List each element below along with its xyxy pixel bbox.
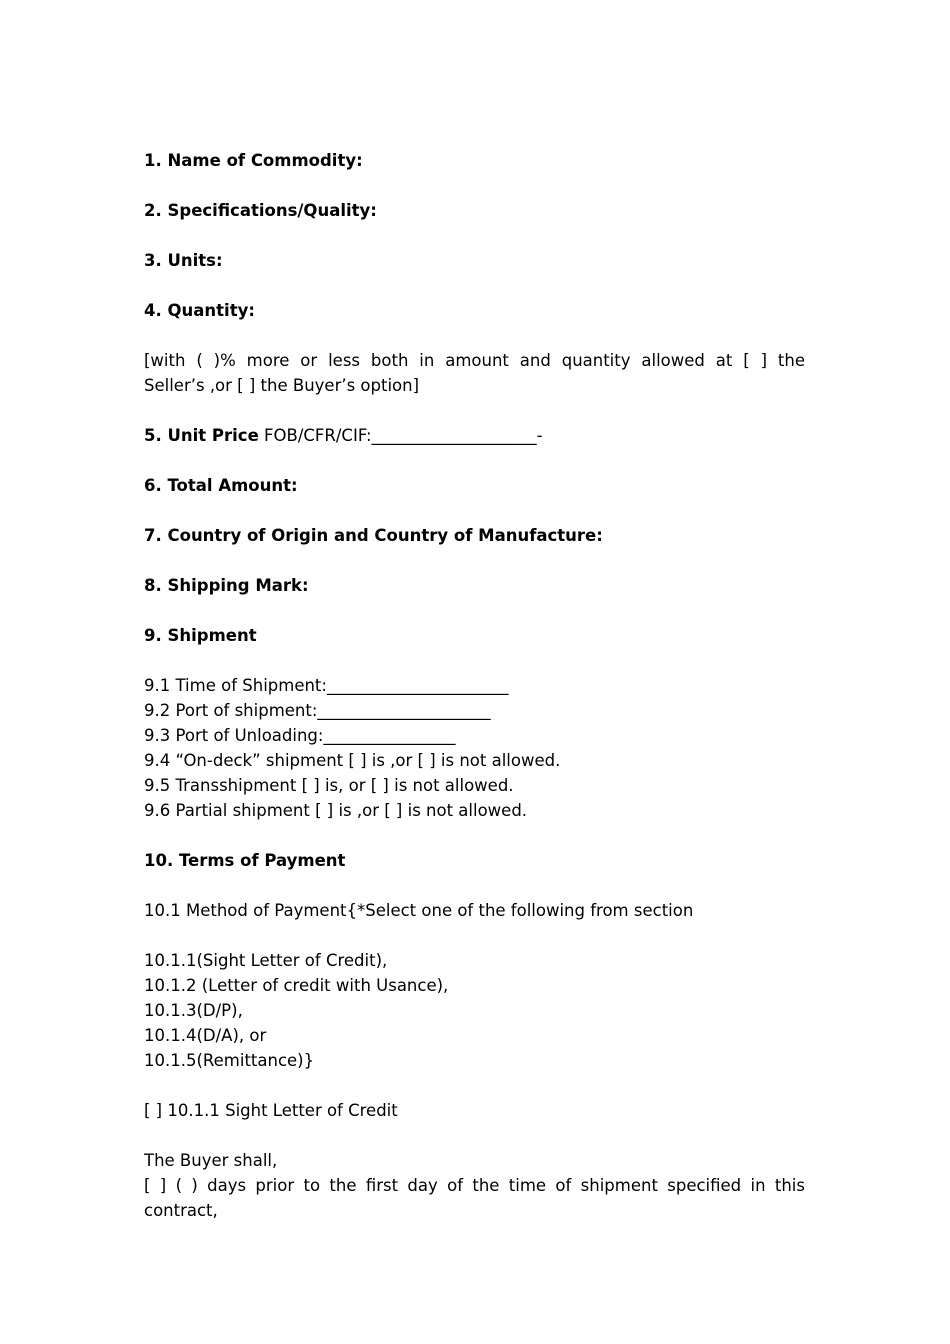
section-2-specifications: 2. Specifications/Quality:	[144, 201, 377, 220]
buyer-clause-line2: contract,	[144, 1201, 218, 1220]
buyer-shall: The Buyer shall,	[144, 1151, 278, 1170]
spacer	[144, 648, 805, 673]
spacer	[144, 1123, 805, 1148]
shipment-item: 9.1 Time of Shipment:______________________	[144, 676, 509, 695]
unit-price-value: FOB/CFR/CIF:____________________-	[258, 426, 543, 445]
spacer	[144, 598, 805, 623]
spacer	[144, 173, 805, 198]
shipment-item: 9.3 Port of Unloading:________________	[144, 726, 456, 745]
section-3-units: 3. Units:	[144, 251, 223, 270]
document-page	[144, 148, 805, 1223]
section-7-country-of-origin: 7. Country of Origin and Country of Manufacture:	[144, 526, 603, 545]
spacer	[144, 823, 805, 848]
section-6-total-amount: 6. Total Amount:	[144, 476, 298, 495]
spacer	[144, 273, 805, 298]
quantity-tolerance-note-line2: Seller’s ,or [ ] the Buyer’s option]	[144, 376, 420, 395]
shipment-item: 9.4 “On-deck” shipment [ ] is ,or [ ] is not allowed.	[144, 751, 561, 770]
section-10-terms-of-payment: 10. Terms of Payment	[144, 851, 346, 870]
spacer	[144, 398, 805, 423]
spacer	[144, 323, 805, 348]
spacer	[144, 873, 805, 898]
shipment-item: 9.2 Port of shipment:_____________________	[144, 701, 491, 720]
payment-option: 10.1.1(Sight Letter of Credit),	[144, 951, 388, 970]
unit-price-label: 5. Unit Price	[144, 426, 259, 445]
shipment-item: 9.6 Partial shipment [ ] is ,or [ ] is not allowed.	[144, 801, 528, 820]
spacer	[144, 498, 805, 523]
section-1-name-of-commodity: 1. Name of Commodity:	[144, 151, 363, 170]
payment-option: 10.1.2 (Letter of credit with Usance),	[144, 976, 449, 995]
spacer	[144, 923, 805, 948]
spacer	[144, 548, 805, 573]
section-8-shipping-mark: 8. Shipping Mark:	[144, 576, 309, 595]
quantity-tolerance-note-line1: [with ( )% more or less both in amount and quantity allowed at [ ] the	[144, 351, 805, 370]
spacer	[144, 448, 805, 473]
spacer	[144, 223, 805, 248]
payment-option: 10.1.4(D/A), or	[144, 1026, 267, 1045]
section-9-shipment: 9. Shipment	[144, 626, 257, 645]
shipment-item: 9.5 Transshipment [ ] is, or [ ] is not allowed.	[144, 776, 514, 795]
sight-letter-of-credit-heading: [ ] 10.1.1 Sight Letter of Credit	[144, 1101, 398, 1120]
method-of-payment: 10.1 Method of Payment{*Select one of the following from section	[144, 901, 694, 920]
section-5-unit-price	[144, 423, 805, 448]
spacer	[144, 1073, 805, 1098]
buyer-clause-line1: [ ] ( ) days prior to the first day of the time of shipment specified in this	[144, 1176, 805, 1195]
section-4-quantity: 4. Quantity:	[144, 301, 255, 320]
payment-option: 10.1.5(Remittance)}	[144, 1051, 315, 1070]
payment-option: 10.1.3(D/P),	[144, 1001, 243, 1020]
